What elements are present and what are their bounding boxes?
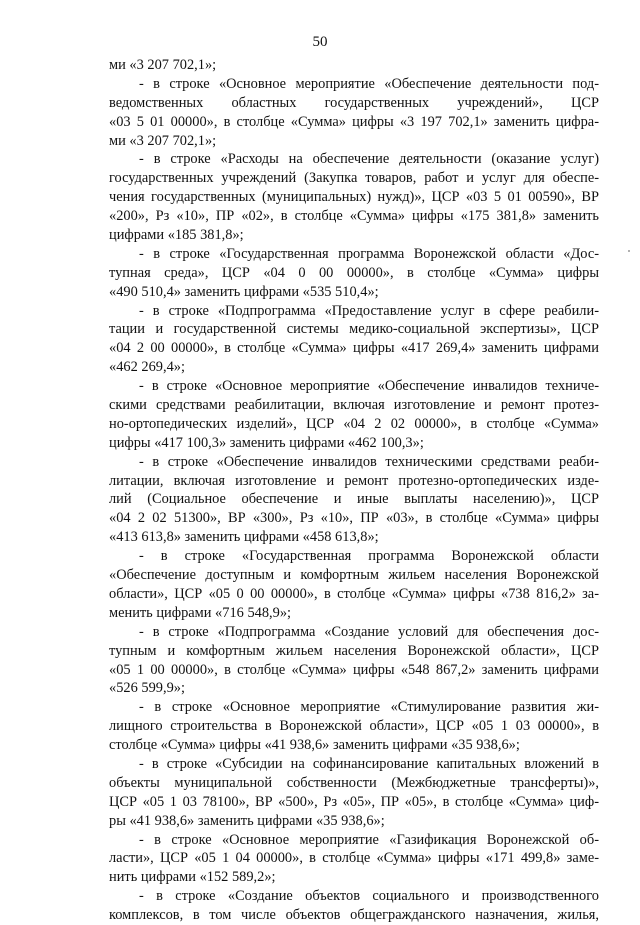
text-line: нить цифрами «152 589,2»; bbox=[109, 869, 276, 886]
text-line: столбце «Сумма» цифры «41 938,6» заменить цифрами «35 938,6»; bbox=[109, 737, 520, 754]
scan-speck bbox=[628, 250, 630, 252]
text-line: - в строке «Основное мероприятие «Обеспечение инвалидов техниче- bbox=[139, 378, 599, 395]
text-line: «03 5 01 00000», в столбце «Сумма» цифры «3 197 702,1» заменить цифра- bbox=[109, 113, 599, 130]
text-line: - в строке «Подпрограмма «Предоставление услуг в сфере реабили- bbox=[139, 302, 599, 319]
text-line: - в строке «Расходы на обеспечение деятельности (оказание услуг) bbox=[139, 151, 599, 168]
text-line: тупным и комфортным жильем населения Воронежской области», ЦСР bbox=[109, 642, 599, 659]
text-line: - в строке «Создание объектов социального и производственного bbox=[139, 888, 599, 905]
text-line: - в строке «Подпрограмма «Создание условий для обеспечения дос- bbox=[139, 623, 599, 640]
text-line: цифрами «185 381,8»; bbox=[109, 227, 244, 244]
text-line: «526 599,9»; bbox=[109, 680, 185, 697]
text-line: «413 613,8» заменить цифрами «458 613,8»; bbox=[109, 529, 379, 546]
text-line: «05 1 00 00000», в столбце «Сумма» цифры «548 867,2» заменить цифрами bbox=[109, 661, 599, 678]
text-line: - в строке «Основное мероприятие «Обеспечение деятельности под- bbox=[139, 75, 599, 92]
text-line: лищного строительства в Воронежской области», ЦСР «05 1 03 00000», в bbox=[109, 718, 599, 735]
text-line: - в строке «Государственная программа Воронежской области «Дос- bbox=[139, 245, 599, 262]
text-line: ми «3 207 702,1»; bbox=[109, 57, 217, 73]
text-line: ласти», ЦСР «05 1 04 00000», в столбце «Сумма» цифры «171 499,8» заме- bbox=[109, 850, 599, 867]
text-line: - в строке «Государственная программа Воронежской области bbox=[139, 548, 599, 565]
text-line: ЦСР «05 1 03 78100», ВР «500», Рз «05», ПР «05», в столбце «Сумма» циф- bbox=[109, 793, 599, 810]
text-line: ры «41 938,6» заменить цифрами «35 938,6»; bbox=[109, 812, 385, 829]
text-line: области», ЦСР «05 0 00 00000», в столбце «Сумма» цифры «738 816,2» за- bbox=[109, 585, 599, 602]
text-line: «04 2 00 00000», в столбце «Сумма» цифры «417 269,4» заменить цифрами bbox=[109, 340, 599, 357]
text-line: объекты муниципальной собственности (Межбюджетные трансферты)», bbox=[109, 774, 599, 791]
text-line: государственных учреждений (Закупка товаров, работ и услуг для обеспе- bbox=[109, 170, 599, 187]
text-line: литации, включая изготовление и ремонт протезно-ортопедических изде- bbox=[109, 472, 599, 489]
text-line: «04 2 02 51300», ВР «300», Рз «10», ПР «03», в столбце «Сумма» цифры bbox=[109, 510, 599, 527]
text-line: «490 510,4» заменить цифрами «535 510,4»; bbox=[109, 283, 379, 300]
text-line: - в строке «Субсидии на софинансирование капитальных вложений в bbox=[139, 755, 599, 772]
text-line: - в строке «Основное мероприятие «Газификация Воронежской об- bbox=[139, 831, 599, 848]
text-line: - в строке «Обеспечение инвалидов техническими средствами реаби- bbox=[139, 453, 599, 470]
text-line: тации и государственной системы медико-социальной экспертизы», ЦСР bbox=[109, 321, 599, 338]
text-line: чения государственных (муниципальных) нужд)», ЦСР «03 5 01 00590», ВР bbox=[109, 189, 599, 206]
text-line: «462 269,4»; bbox=[109, 359, 185, 376]
text-line: скими средствами реабилитации, включая изготовление и ремонт протез- bbox=[109, 397, 599, 414]
text-line: «Обеспечение доступным и комфортным жильем населения Воронежской bbox=[109, 567, 599, 584]
text-line: - в строке «Основное мероприятие «Стимулирование развития жи- bbox=[139, 699, 599, 716]
text-line: цифры «417 100,3» заменить цифрами «462 100,3»; bbox=[109, 434, 424, 451]
text-line: ведомственных областных государственных учреждений», ЦСР bbox=[109, 94, 599, 111]
text-line: но-ортопедических изделий», ЦСР «04 2 02 00000», в столбце «Сумма» bbox=[109, 415, 599, 432]
page-number: 50 bbox=[312, 34, 328, 50]
text-line: тупная среда», ЦСР «04 0 00 00000», в столбце «Сумма» цифры bbox=[109, 264, 599, 281]
text-line: ми «3 207 702,1»; bbox=[109, 132, 217, 149]
text-line: менить цифрами «716 548,9»; bbox=[109, 604, 292, 621]
text-line: комплексов, в том числе объектов общегражданского назначения, жилья, bbox=[109, 907, 599, 924]
text-line: «200», Рз «10», ПР «02», в столбце «Сумма» цифры «175 381,8» заменить bbox=[109, 208, 599, 225]
text-line: лий (Социальное обеспечение и иные выплаты населению)», ЦСР bbox=[109, 491, 599, 508]
document-body bbox=[109, 56, 599, 925]
